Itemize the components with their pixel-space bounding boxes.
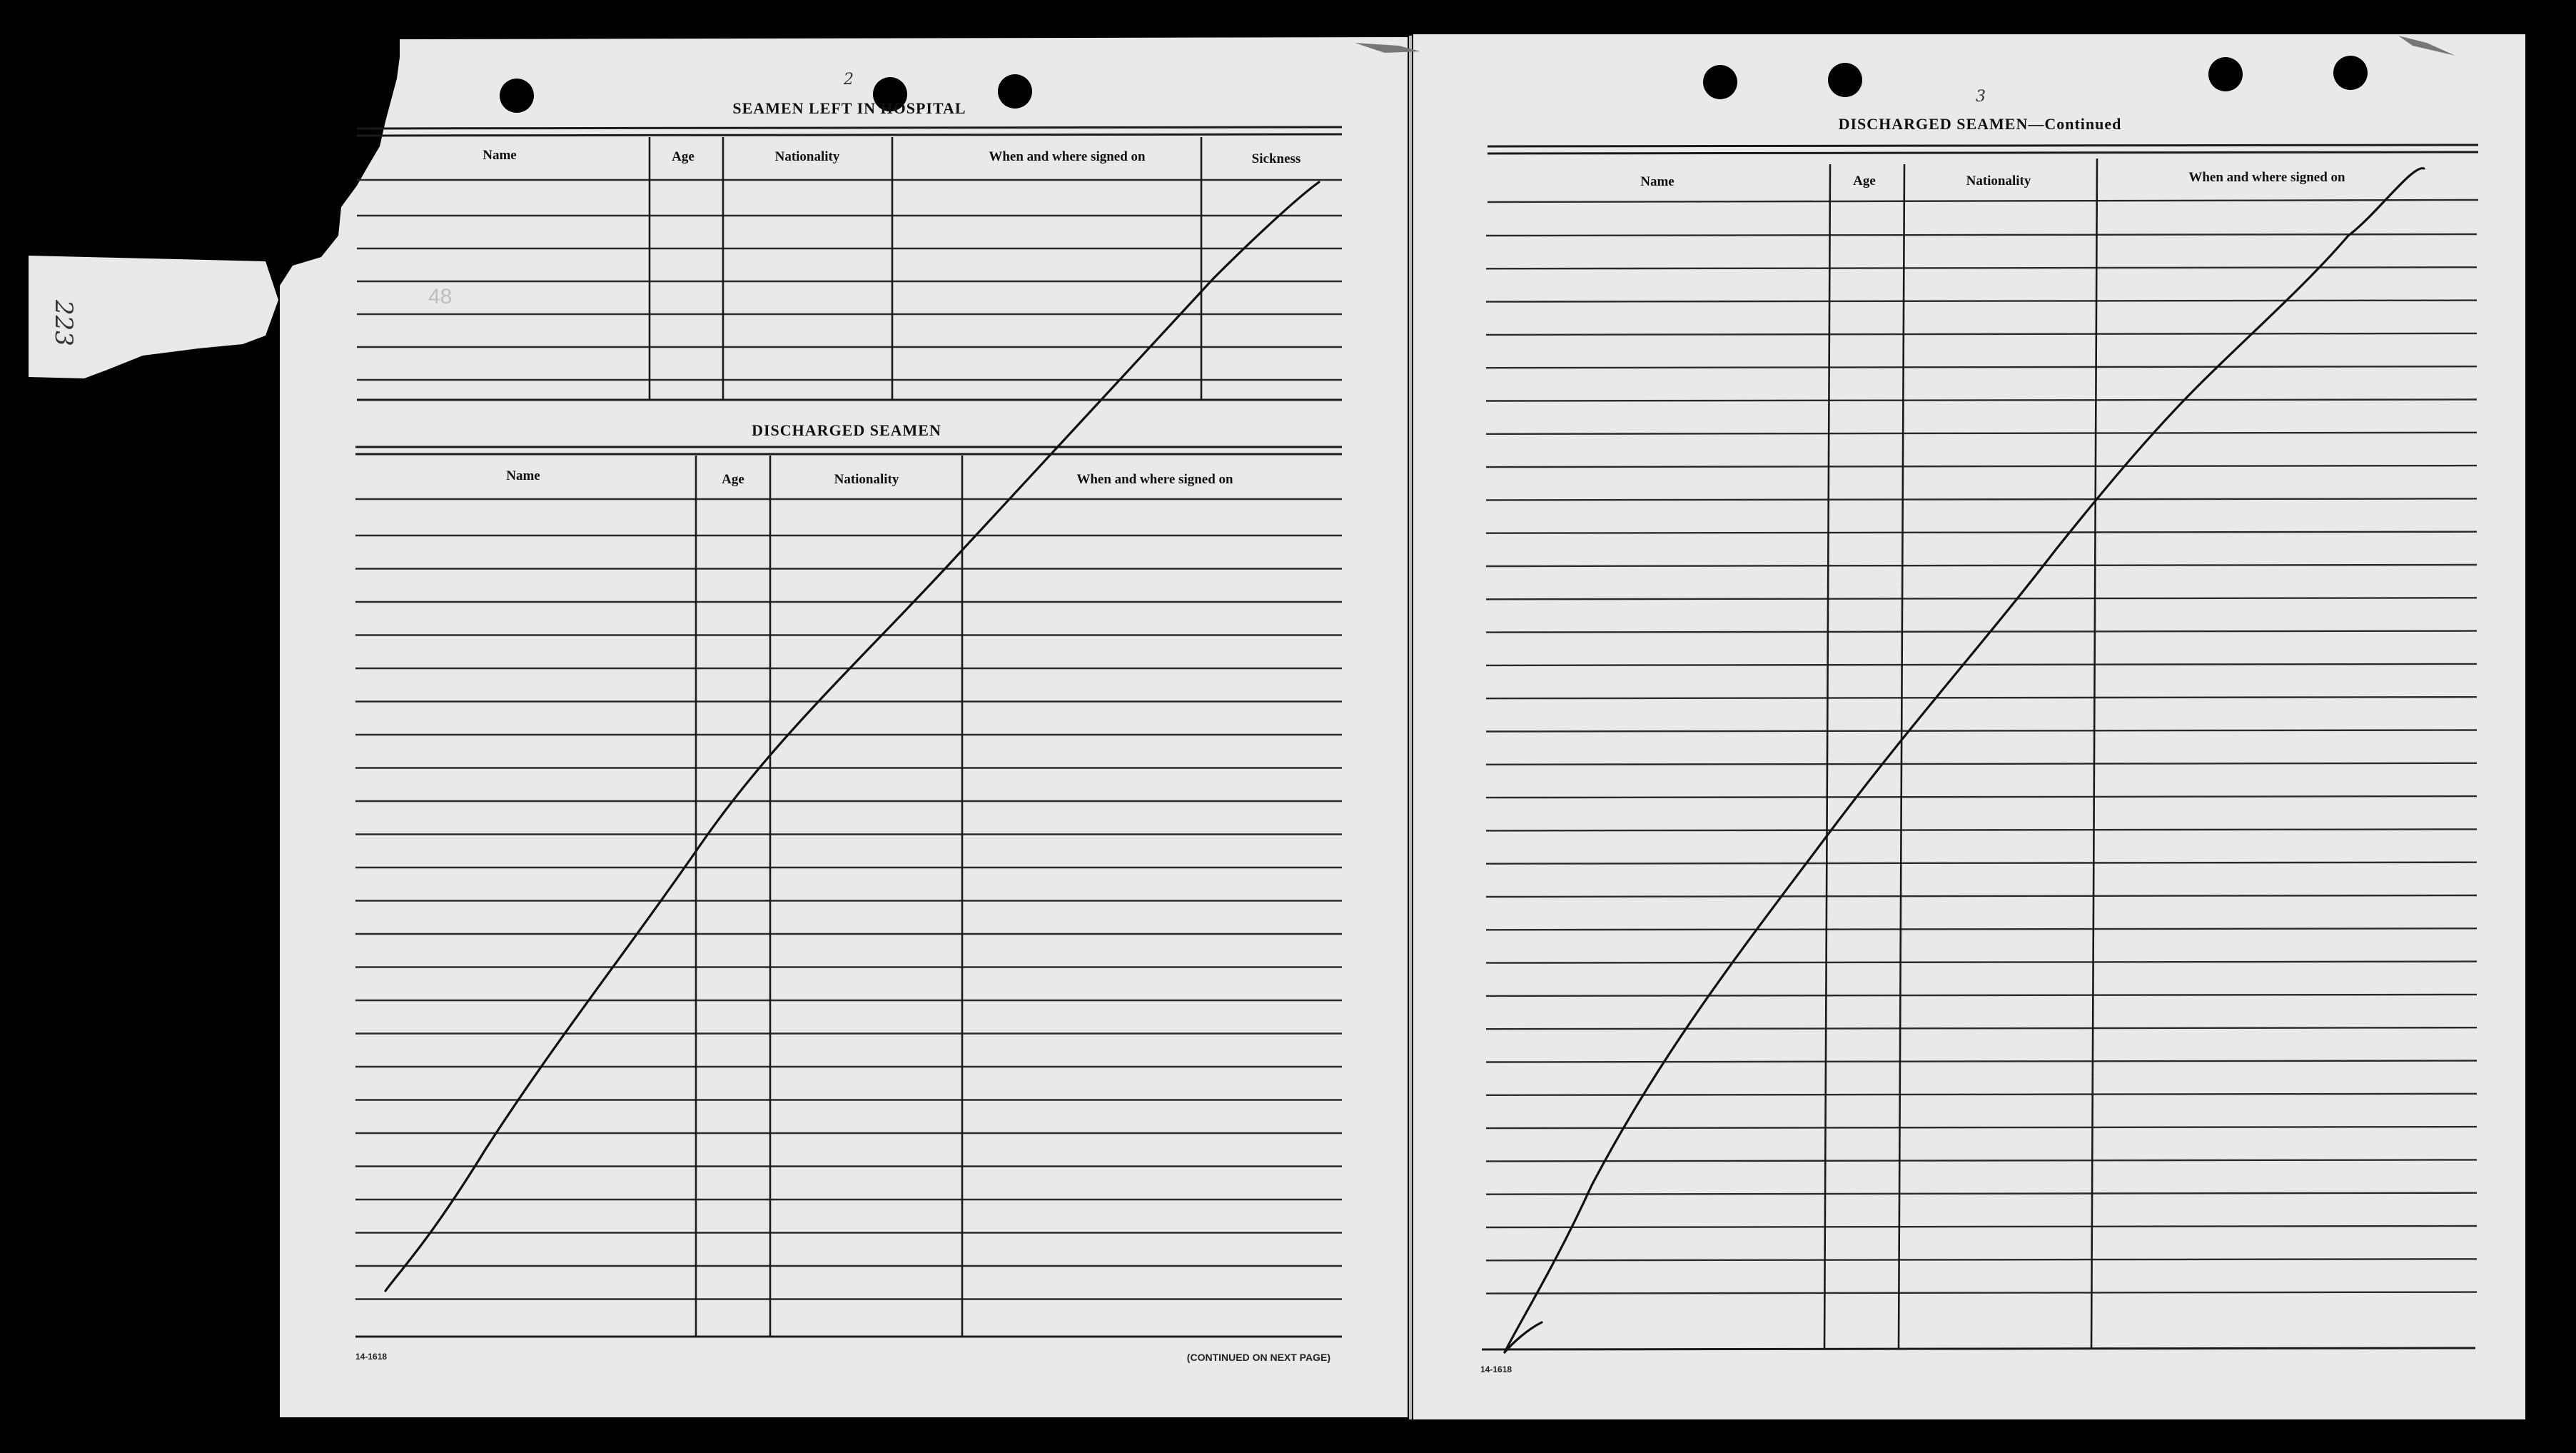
left-form-number: 14-1618	[355, 1352, 388, 1362]
discharged-col-name: Name	[506, 468, 540, 483]
punch-hole	[500, 79, 534, 113]
punch-hole	[2208, 57, 2243, 91]
hospital-col-sickness: Sickness	[1251, 151, 1301, 166]
right-page-number: 3	[1976, 88, 1986, 106]
hospital-col-signed-on: When and where signed on	[989, 149, 1146, 164]
discharged-col-age: Age	[722, 472, 744, 487]
continued-note: (CONTINUED ON NEXT PAGE)	[1186, 1352, 1330, 1363]
left-page-number: 2	[844, 71, 854, 89]
discharged-col-signed-on: When and where signed on	[1076, 472, 1233, 487]
right-col-age: Age	[1853, 174, 1876, 188]
discharged-col-nationality: Nationality	[834, 472, 899, 487]
punch-hole	[2333, 56, 2368, 90]
punch-hole	[998, 74, 1032, 109]
right-col-name: Name	[1640, 174, 1675, 189]
hospital-col-age: Age	[672, 149, 694, 164]
right-section-title: DISCHARGED SEAMEN—Continued	[1838, 115, 2122, 133]
right-col-nationality: Nationality	[1966, 174, 2031, 188]
punch-hole	[1703, 65, 1737, 99]
right-col-signed-on: When and where signed on	[2188, 170, 2345, 185]
punch-hole	[1828, 63, 1862, 97]
discharged-section-title: DISCHARGED SEAMEN	[752, 421, 941, 439]
hospital-col-name: Name	[483, 148, 517, 163]
faint-mark: 48	[428, 285, 453, 308]
hospital-col-nationality: Nationality	[774, 149, 840, 164]
hospital-section-title: SEAMEN LEFT IN HOSPITAL	[732, 99, 966, 117]
left-page-sheet	[280, 37, 1408, 1417]
right-form-number: 14-1618	[1480, 1364, 1512, 1374]
tab-label: 223	[49, 300, 78, 346]
